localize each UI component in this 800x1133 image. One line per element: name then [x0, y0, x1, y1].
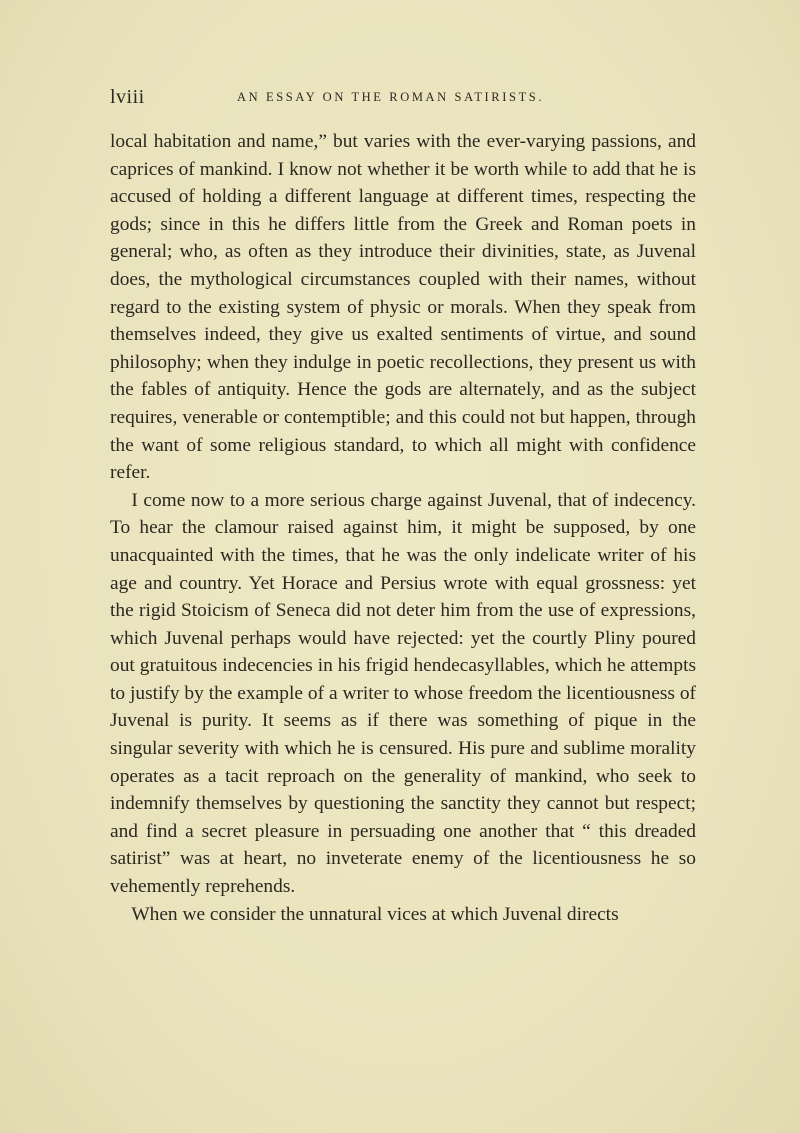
running-head — [110, 86, 696, 110]
paragraph-vices: When we consider the unnatural vices at which Juvenal directs — [131, 903, 619, 925]
page-number: lviii — [110, 86, 145, 108]
paragraph-continuation: local habitation and name,” but varies with the ever-varying passions, and caprices of mankind. I know not whether it be worth while to add that he is accused of holding a different language at different times, respecting the gods; since in this he differs little from the Greek and Roman poets in general; who, as often as they introduce their divinities, state, as Juvenal does, the mythological circumstances coupled with their names, without regard to the existing system of physic or morals. When they speak from themselves indeed, they give us exalted sentiments of virtue, and sound philosophy; when they indulge in poetic recollections, they present us with the fables of antiquity. Hence the gods are alternately, and as the subject requires, venerable or contemptible; and this could not but happen, through the want of some religious standard, to which all might with confidence refer. — [110, 131, 696, 484]
paragraph-indecency: I come now to a more serious charge against Juvenal, that of indecency. To hear the clamour raised against him, it might be supposed, by one unacquainted with the times, that he was the only indelicate writer of his age and country. Yet Horace and Persius wrote with equal grossness: yet the rigid Stoicism of Seneca did not deter him from the use of expressions, which Juvenal perhaps would have rejected: yet the courtly Pliny poured out gratuitous indecencies in his frigid hendecasyllables, which he attempts to justify by the example of a writer to whose freedom the licentiousness of Juvenal is purity. It seems as if there was something of pique in the singular severity with which he is censured. His pure and sublime morality operates as a tacit reproach on the generality of mankind, who seek to indemnify themselves by questioning the sanctity they cannot but respect; and find a secret pleasure in persuading one another that “ this dreaded satirist” was at heart, no inveterate enemy of the licentiousness he so vehemently reprehends. — [110, 489, 696, 898]
running-title: AN ESSAY ON THE ROMAN SATIRISTS. — [237, 90, 545, 104]
body-text — [110, 128, 696, 928]
